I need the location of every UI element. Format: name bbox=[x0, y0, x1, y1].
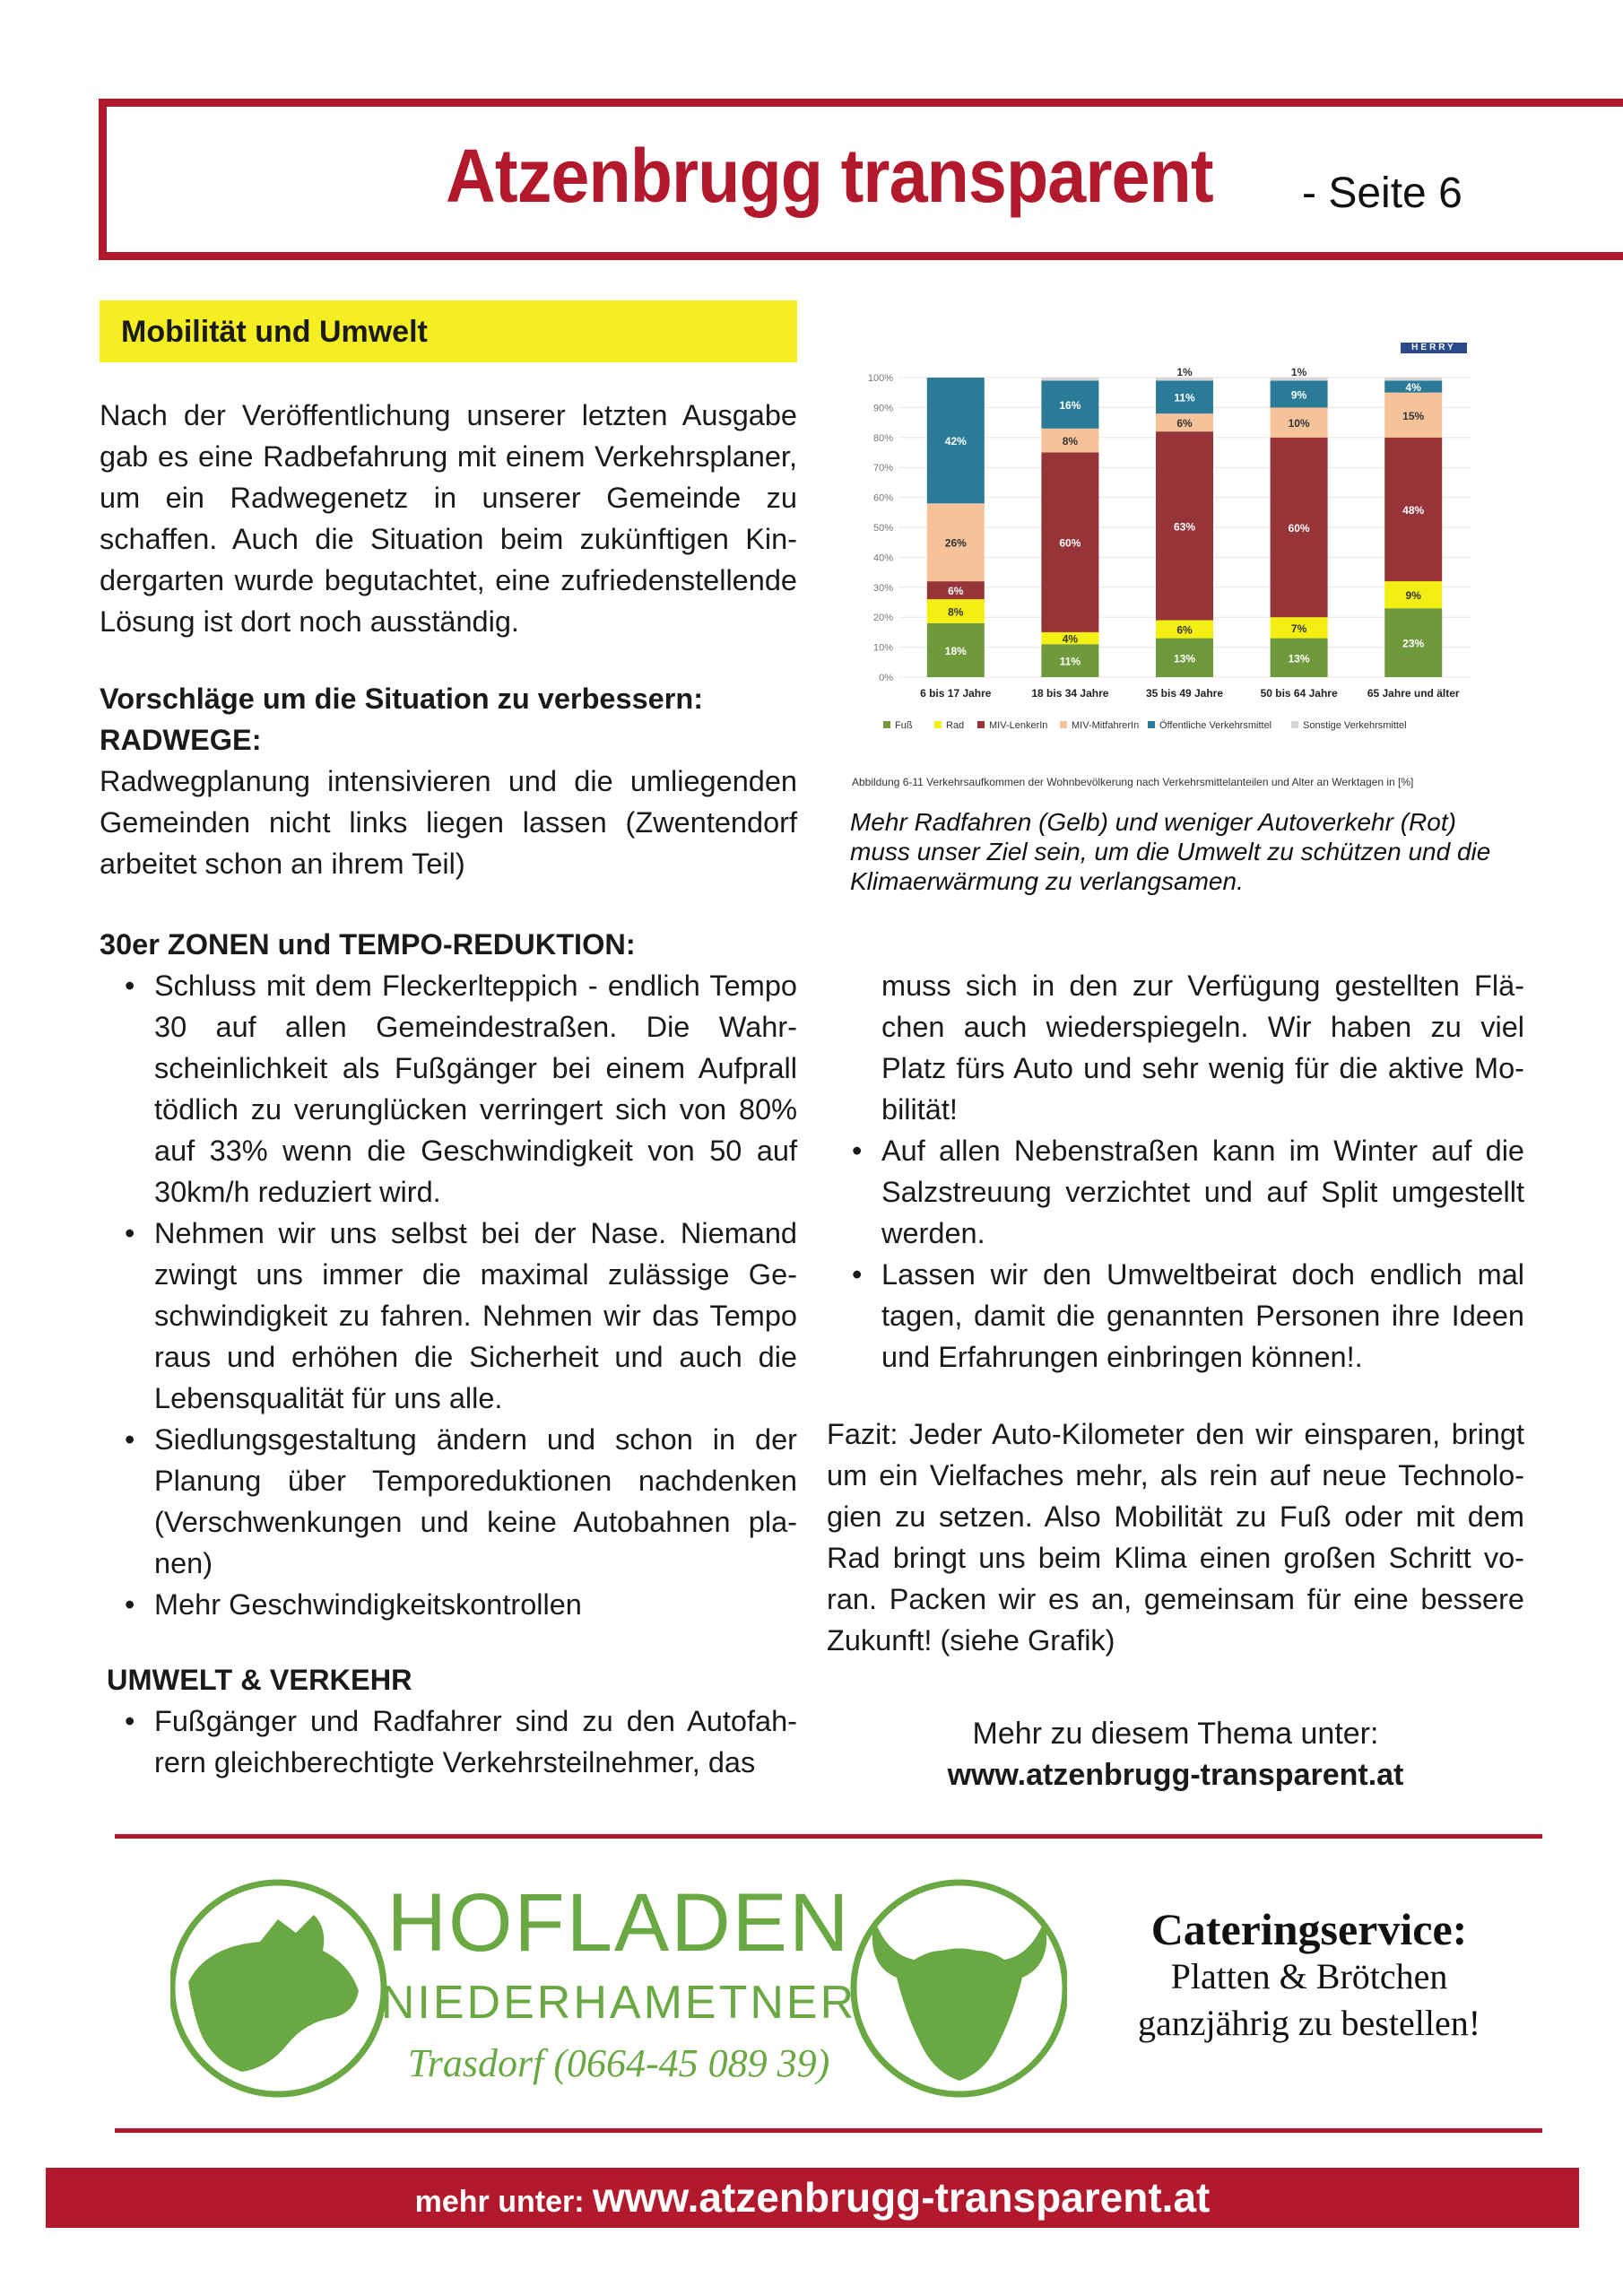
y-tick-label: 50% bbox=[872, 523, 893, 534]
footer-label: mehr unter: bbox=[414, 2185, 593, 2219]
list-item: • Mehr Geschwindigkeitskontrollen bbox=[100, 1584, 797, 1625]
list-item-continuation: muss sich in den zur Verfügung gestellten Flächen auch wiederspiegeln. Wir haben zu viel Platz fürs Auto und sehr wenig für die aktive Mobilität! bbox=[881, 970, 1524, 1126]
page-title: Atzenbrugg transparent bbox=[446, 134, 1213, 218]
x-tick-label: 18 bis 34 Jahre bbox=[1031, 687, 1109, 700]
y-tick-label: 40% bbox=[872, 552, 893, 564]
data-label: 11% bbox=[1174, 391, 1195, 404]
legend-label: Rad bbox=[946, 720, 965, 731]
bar-segment bbox=[1041, 378, 1098, 380]
data-label: 15% bbox=[1402, 409, 1425, 422]
niederhametner-wordmark: NIEDERHAMETNER bbox=[380, 1977, 857, 2029]
data-label: 4% bbox=[1405, 381, 1421, 395]
legend-swatch bbox=[1060, 721, 1067, 728]
page-number: - Seite 6 bbox=[1302, 170, 1462, 217]
x-tick-label: 35 bis 49 Jahre bbox=[1145, 687, 1224, 700]
radwege-paragraph: Radwegplanung intensivieren und die umliegenden Gemeinden nicht links liegen lassen (Zwentendorf arbeitet schon an ihrem Teil) bbox=[100, 765, 797, 880]
more-info-label: Mehr zu diesem Thema unter: bbox=[972, 1717, 1379, 1751]
mode-share-chart bbox=[852, 336, 1480, 785]
data-label: 9% bbox=[1290, 388, 1307, 402]
data-label: 63% bbox=[1173, 520, 1196, 534]
herry-logo: HERRY bbox=[1401, 343, 1467, 353]
data-label: 48% bbox=[1402, 503, 1425, 517]
data-label: 18% bbox=[944, 644, 967, 657]
more-info-link[interactable]: www.atzenbrugg-transparent.at bbox=[947, 1758, 1404, 1792]
pig-icon bbox=[188, 1915, 359, 2072]
data-label: 6% bbox=[948, 585, 964, 598]
tempo-list bbox=[100, 965, 797, 1625]
radwege-heading: RADWEGE: bbox=[100, 724, 262, 756]
data-label: 1% bbox=[1176, 366, 1193, 378]
catering-line-1: Platten & Brötchen bbox=[1170, 1956, 1448, 1996]
y-tick-label: 100% bbox=[867, 373, 893, 384]
list-item: • Nehmen wir uns selbst bei der Nase. Niemand zwingt uns immer die maximal zulässige Geschwindigkeit zu fahren. Nehmen wir das Tempo raus und erhöhen die Sicherheit und auch die Lebensqualität für uns alle. bbox=[100, 1213, 797, 1419]
y-tick-label: 20% bbox=[872, 613, 893, 624]
bar-segment bbox=[1384, 378, 1442, 380]
legend-label: Öffentliche Verkehrsmittel bbox=[1159, 720, 1272, 731]
y-tick-label: 60% bbox=[872, 492, 893, 504]
catering-title: Cateringservice: bbox=[1150, 1904, 1468, 1954]
tempo-heading: 30er ZONEN und TEMPO-REDUKTION: bbox=[100, 928, 636, 961]
y-tick-label: 70% bbox=[872, 463, 893, 474]
data-label: 13% bbox=[1288, 652, 1310, 665]
data-label: 26% bbox=[944, 536, 967, 550]
list-item: • Lassen wir den Umweltbeirat doch endlich mal tagen, damit die genannten Personen ihre Ideen und Erfahrungen einbringen können!. bbox=[827, 1254, 1524, 1378]
chart-note: Mehr Radfahren (Gelb) und weniger Autoverkehr (Rot) muss unser Ziel sein, um die Umwelt zu schützen und die Klimaerwärmung zu verlangsamen. bbox=[850, 808, 1491, 895]
footer-link[interactable]: www.atzenbrugg-transparent.at bbox=[592, 2174, 1211, 2221]
data-label: 8% bbox=[1062, 435, 1079, 448]
legend-label: MIV-LenkerIn bbox=[989, 720, 1048, 731]
y-tick-label: 80% bbox=[872, 432, 893, 444]
hofladen-wordmark: HOFLADEN bbox=[386, 1877, 851, 1969]
catering-line-2: ganzjährig zu bestellen! bbox=[1137, 2003, 1481, 2043]
data-label: 6% bbox=[1176, 623, 1193, 637]
data-label: 6% bbox=[1176, 417, 1193, 430]
intro-paragraph: Nach der Veröffentlichung unserer letzten Ausgabe gab es eine Radbefahrung mit einem Verkehrsplaner, um ein Radwegenetz in unserer Gemeinde zu schaffen. Auch die Situation beim zukünftigen Kindergarten wurde begutachtet, eine zufriedenstellende Lösung ist dort noch ausständig. bbox=[100, 399, 797, 638]
data-label: 10% bbox=[1288, 417, 1310, 430]
list-item: • Schluss mit dem Fleckerlteppich - endlich Tempo 30 auf allen Gemeindestraßen. Die Wahrscheinlichkeit als Fußgänger bei einem Aufprall tödlich zu verunglücken verringert sich von 80% auf 33% wenn die Geschwindigkeit von 50 auf 30km/h reduziert wird. bbox=[100, 965, 797, 1213]
x-tick-label: 6 bis 17 Jahre bbox=[920, 687, 992, 700]
data-label: 16% bbox=[1059, 399, 1081, 413]
ad-divider-bottom bbox=[115, 2128, 1542, 2133]
x-tick-label: 65 Jahre und älter bbox=[1367, 687, 1460, 700]
ad-divider-top bbox=[115, 1834, 1542, 1839]
legend-label: Fuß bbox=[895, 720, 913, 731]
list-item: • Siedlungsgestaltung ändern und schon in der Planung über Temporeduktionen nachdenken (Verschwenkungen und keine Autobahnen planen) bbox=[100, 1419, 797, 1584]
x-tick-label: 50 bis 64 Jahre bbox=[1260, 687, 1338, 700]
umwelt-list bbox=[100, 1700, 797, 1783]
data-label: 4% bbox=[1062, 632, 1079, 646]
legend-swatch bbox=[977, 721, 985, 728]
list-item: • Fußgänger und Radfahrer sind zu den Autofahrern gleichberechtigte Verkehrsteilnehmer, das bbox=[100, 1700, 797, 1783]
bull-icon bbox=[872, 1919, 1046, 2081]
legend-swatch bbox=[883, 721, 890, 728]
data-label: 1% bbox=[1290, 366, 1307, 378]
list-item: • Auf allen Nebenstraßen kann im Winter auf die Salzstreuung verzichtet und auf Split umgestellt werden. bbox=[827, 1130, 1524, 1254]
chart-caption: Abbildung 6-11 Verkehrsaufkommen der Wohnbevölkerung nach Verkehrsmittelanteilen und Alter an Werktagen in [%] bbox=[852, 776, 1414, 788]
data-label: 42% bbox=[944, 435, 967, 448]
legend-swatch bbox=[1148, 721, 1155, 728]
hofladen-logo bbox=[170, 1866, 1067, 2112]
hofladen-contact: Trasdorf (0664-45 089 39) bbox=[407, 2041, 830, 2085]
data-label: 8% bbox=[948, 605, 964, 619]
data-label: 7% bbox=[1290, 622, 1307, 635]
legend-swatch bbox=[934, 721, 942, 728]
data-label: 11% bbox=[1059, 655, 1081, 668]
data-label: 60% bbox=[1288, 522, 1310, 535]
y-tick-label: 90% bbox=[872, 403, 893, 414]
y-tick-label: 30% bbox=[872, 582, 893, 594]
umwelt-list-continued bbox=[827, 965, 1524, 1378]
umwelt-heading: UMWELT & VERKEHR bbox=[107, 1664, 412, 1696]
data-label: 9% bbox=[1405, 589, 1421, 603]
data-label: 13% bbox=[1173, 652, 1196, 665]
y-tick-label: 10% bbox=[872, 642, 893, 654]
footer-bar bbox=[46, 2168, 1579, 2228]
data-label: 23% bbox=[1402, 637, 1425, 650]
legend-label: Sonstige Verkehrsmittel bbox=[1303, 720, 1407, 731]
legend-swatch bbox=[1291, 721, 1298, 728]
section-label: Mobilität und Umwelt bbox=[100, 300, 797, 362]
y-tick-label: 0% bbox=[879, 673, 893, 683]
legend-label: MIV-MitfahrerIn bbox=[1072, 720, 1140, 731]
data-label: 60% bbox=[1059, 536, 1081, 550]
fazit-paragraph: Fazit: Jeder Auto-Kilometer den wir einsparen, bringt um ein Vielfaches mehr, als rein auf neue Technologien zu setzen. Also Mobilität zu Fuß oder mit dem Rad bringt uns beim Klima einen großen Schritt voran. Packen wir es an, gemeinsam für eine bessere Zukunft! (siehe Grafik) bbox=[827, 1418, 1524, 1657]
proposals-heading: Vorschläge um die Situation zu verbessern: bbox=[100, 683, 704, 715]
